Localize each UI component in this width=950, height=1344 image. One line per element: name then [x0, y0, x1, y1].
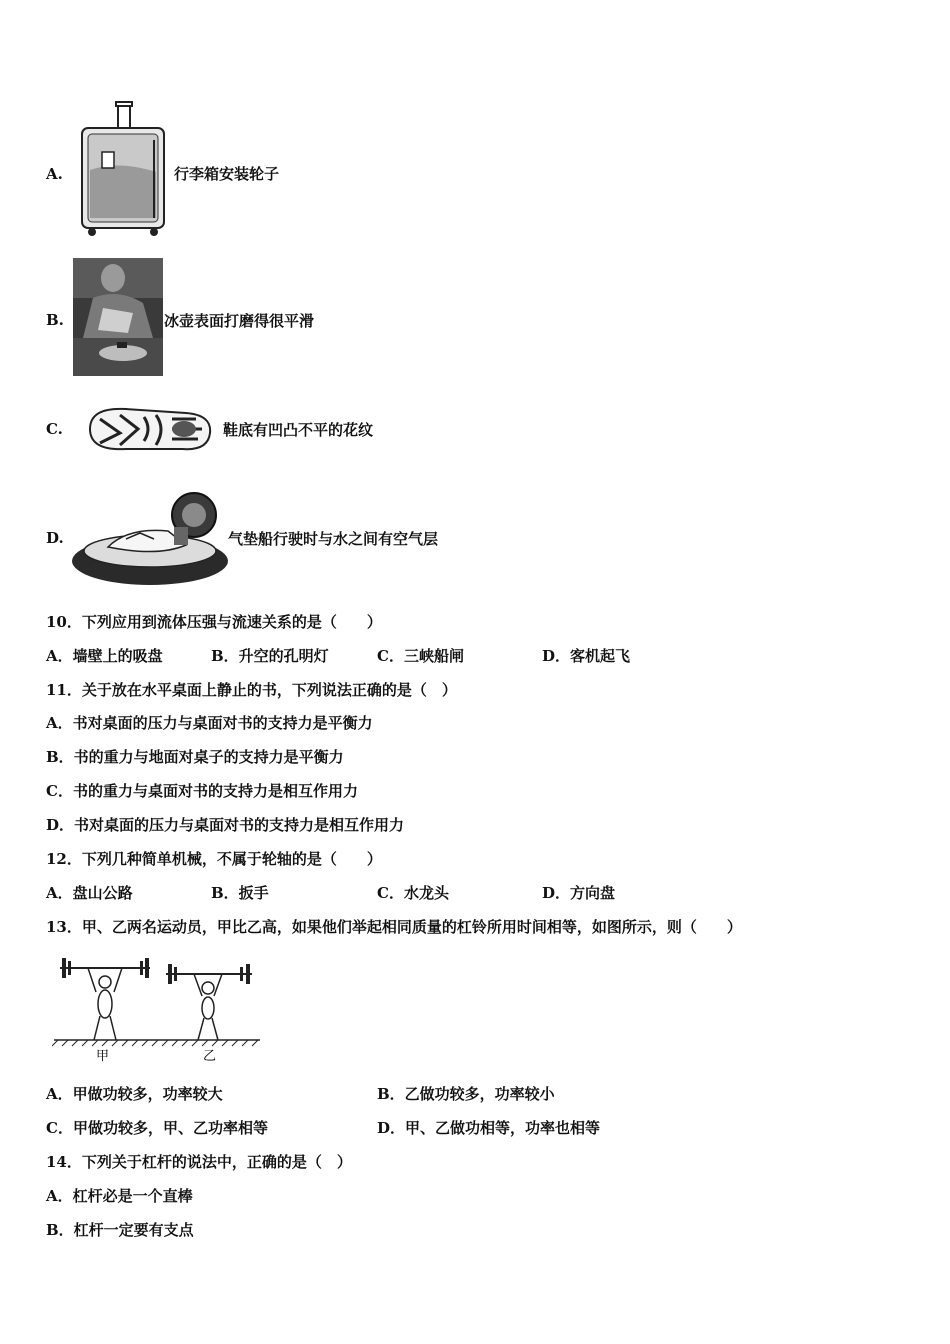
- q11-option-c: C．书的重力与桌面对书的支持力是相互作用力: [46, 782, 358, 800]
- figure-label-yi: 乙: [203, 1049, 217, 1064]
- option-b-text: 冰壶表面打磨得很平滑: [164, 312, 315, 330]
- q12-option-c: C．水龙头: [377, 884, 449, 902]
- q13-option-c: C．甲做功较多，甲、乙功率相等: [46, 1119, 268, 1137]
- q10-stem: 10．下列应用到流体压强与流速关系的是（ ）: [46, 613, 382, 631]
- q11-option-d: D．书对桌面的压力与桌面对书的支持力是相互作用力: [46, 816, 405, 834]
- curling-image: [73, 258, 163, 376]
- q14-option-b: B．杠杆一定要有支点: [46, 1221, 194, 1239]
- q14-stem: 14．下列关于杠杆的说法中，正确的是（ ）: [46, 1153, 352, 1171]
- q10-option-a: A．墙壁上的吸盘: [46, 647, 163, 665]
- suitcase-image: [78, 100, 170, 238]
- q10-option-d: D．客机起飞: [542, 647, 631, 665]
- q13-stem: 13．甲、乙两名运动员，甲比乙高，如果他们举起相同质量的杠铃所用时间相等，如图所示，则（ ）: [46, 918, 742, 936]
- q12-option-a: A．盘山公路: [46, 884, 133, 902]
- option-c-text: 鞋底有凹凸不平的花纹: [223, 421, 374, 439]
- option-b-letter: B.: [46, 311, 64, 329]
- figure-label-jia: 甲: [96, 1049, 110, 1064]
- q10-option-b: B．升空的孔明灯: [211, 647, 329, 665]
- option-d-text: 气垫船行驶时与水之间有空气层: [228, 530, 439, 548]
- option-a-letter: A.: [46, 165, 63, 183]
- q12-stem: 12．下列几种简单机械，不属于轮轴的是（ ）: [46, 850, 382, 868]
- q12-option-b: B．扳手: [211, 884, 269, 902]
- option-c-letter: C.: [46, 420, 63, 438]
- option-a-text: 行李箱安装轮子: [174, 165, 280, 183]
- q13-option-d: D．甲、乙做功相等，功率也相等: [377, 1119, 601, 1137]
- shoe-sole-image: [86, 403, 214, 455]
- hovercraft-image: [68, 487, 230, 591]
- q11-option-b: B．书的重力与地面对桌子的支持力是平衡力: [46, 748, 344, 766]
- q11-option-a: A．书对桌面的压力与桌面对书的支持力是平衡力: [46, 714, 373, 732]
- q10-option-c: C．三峡船闸: [377, 647, 464, 665]
- q12-option-d: D．方向盘: [542, 884, 616, 902]
- q11-stem: 11．关于放在水平桌面上静止的书，下列说法正确的是（ ）: [46, 681, 457, 699]
- q13-option-b: B．乙做功较多，功率较小: [377, 1085, 555, 1103]
- weightlifters-figure: [52, 952, 264, 1066]
- option-d-letter: D.: [46, 529, 64, 547]
- q14-option-a: A．杠杆必是一个直棒: [46, 1187, 193, 1205]
- q13-option-a: A．甲做功较多，功率较大: [46, 1085, 223, 1103]
